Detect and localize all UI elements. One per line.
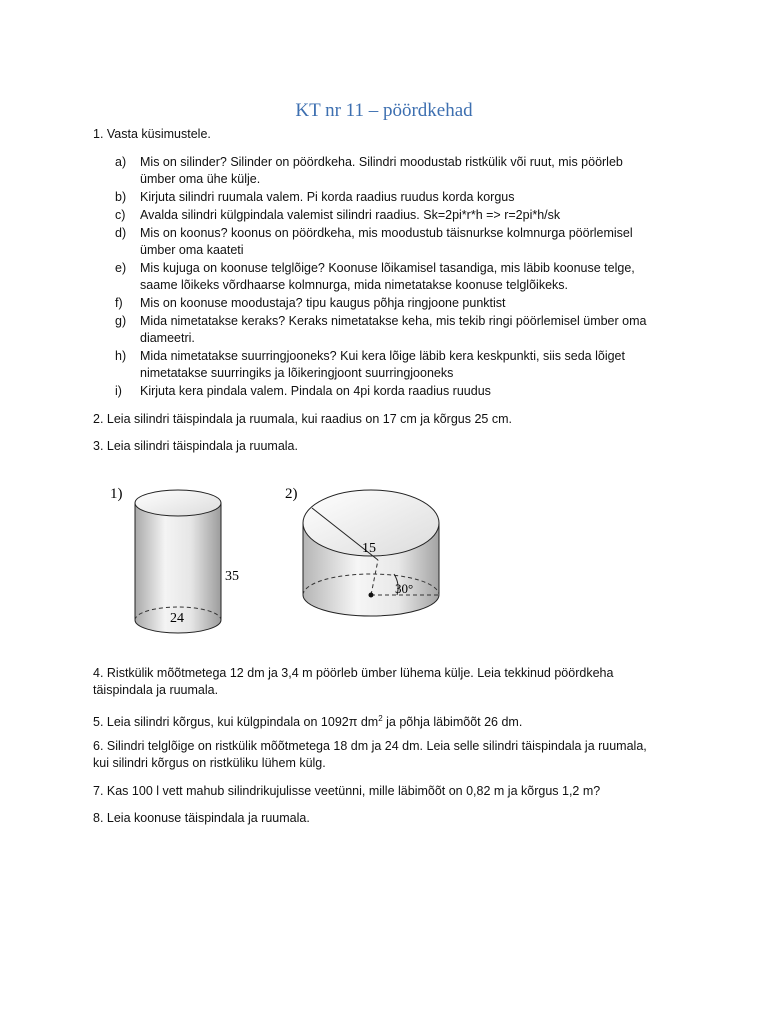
item-f-marker: f): [115, 296, 123, 310]
question-4-line-1: 4. Ristkülik mõõtmetega 12 dm ja 3,4 m pöörleb ümber lühema külje. Leia tekkinud pöördkeha: [93, 666, 614, 680]
question-5-superscript: 2: [378, 714, 383, 723]
item-h-line-1: Mida nimetatakse suurringjooneks? Kui kera lõige läbib kera keskpunkti, siis seda lõiget: [140, 349, 625, 363]
question-5-text-b: ja põhja läbimõõt 26 dm.: [382, 715, 523, 730]
question-6-line-2: kui silindri kõrgus on ristküliku lühem külg.: [93, 756, 326, 770]
item-h-marker: h): [115, 349, 127, 363]
item-g-marker: g): [115, 314, 127, 328]
item-f-line-1: Mis on koonuse moodustaja? tipu kaugus põhja ringjoone punktist: [140, 296, 506, 310]
item-d-marker: d): [115, 226, 127, 240]
item-e-marker: e): [115, 261, 127, 275]
item-a-marker: a): [115, 155, 127, 169]
figure-1-diameter-label: 24: [170, 611, 184, 626]
question-3: 3. Leia silindri täispindala ja ruumala.: [93, 439, 298, 453]
figure-1-label: 1): [110, 486, 123, 502]
figure-1-height-label: 35: [225, 569, 239, 584]
question-8: 8. Leia koonuse täispindala ja ruumala.: [93, 811, 310, 825]
item-i-marker: i): [115, 384, 122, 398]
item-c-marker: c): [115, 208, 126, 222]
figure-2-cylinder: [285, 486, 439, 616]
figure-2-length-label: 15: [362, 541, 376, 556]
figure-2-angle-label: 30°: [395, 581, 414, 596]
question-6-line-1: 6. Silindri telglõige on ristkülik mõõtmetega 18 dm ja 24 dm. Leia selle silindri täispindala ja ruumala,: [93, 739, 647, 753]
figure-2-label: 2): [285, 486, 298, 502]
question-4-line-2: täispindala ja ruumala.: [93, 683, 219, 697]
figure-1-cylinder: [110, 486, 239, 633]
item-d-line-1: Mis on koonus? koonus on pöördkeha, mis moodustub täisnurkse kolmnurga pöörlemisel: [140, 226, 633, 240]
question-2: 2. Leia silindri täispindala ja ruumala, kui raadius on 17 cm ja kõrgus 25 cm.: [93, 412, 512, 426]
cylinder-figures: [95, 478, 455, 658]
item-h-line-2: nimetatakse suurringiks ja lõikeringjoont suurringjooneks: [140, 366, 454, 380]
item-b-line-1: Kirjuta silindri ruumala valem. Pi korda raadius ruudus korda korgus: [140, 190, 515, 204]
item-d-line-2: ümber oma kaateti: [140, 243, 244, 257]
question-1-heading: 1. Vasta küsimustele.: [93, 127, 211, 141]
item-c-line-1: Avalda silindri külgpindala valemist silindri raadius. Sk=2pi*r*h => r=2pi*h/sk: [140, 208, 561, 222]
question-7: 7. Kas 100 l vett mahub silindrikujulisse veetünni, mille läbimõõt on 0,82 m ja kõrgus 1,2 m?: [93, 784, 601, 798]
item-b-marker: b): [115, 190, 127, 204]
item-a-line-2: ümber oma ühe külje.: [140, 172, 261, 186]
item-e-line-2: saame lõikeks võrdhaarse kolmnurga, mida nimetatakse koonuse telglõikeks.: [140, 278, 568, 292]
item-a-line-1: Mis on silinder? Silinder on pöördkeha. Silindri moodustab ristkülik või ruut, mis pöörleb: [140, 155, 623, 169]
question-5: [93, 710, 522, 731]
item-e-line-1: Mis kujuga on koonuse telglõige? Koonuse lõikamisel tasandiga, mis läbib koonuse telge,: [140, 261, 635, 275]
item-g-line-2: diameetri.: [140, 331, 195, 345]
item-g-line-1: Mida nimetatakse keraks? Keraks nimetatakse keha, mis tekib ringi pöörlemisel ümber oma: [140, 314, 647, 328]
item-i-line-1: Kirjuta kera pindala valem. Pindala on 4pi korda raadius ruudus: [140, 384, 491, 398]
question-5-text-a: 5. Leia silindri kõrgus, kui külgpindala on 1092π dm: [93, 715, 379, 730]
page-title: KT nr 11 – pöördkehad: [295, 100, 473, 121]
